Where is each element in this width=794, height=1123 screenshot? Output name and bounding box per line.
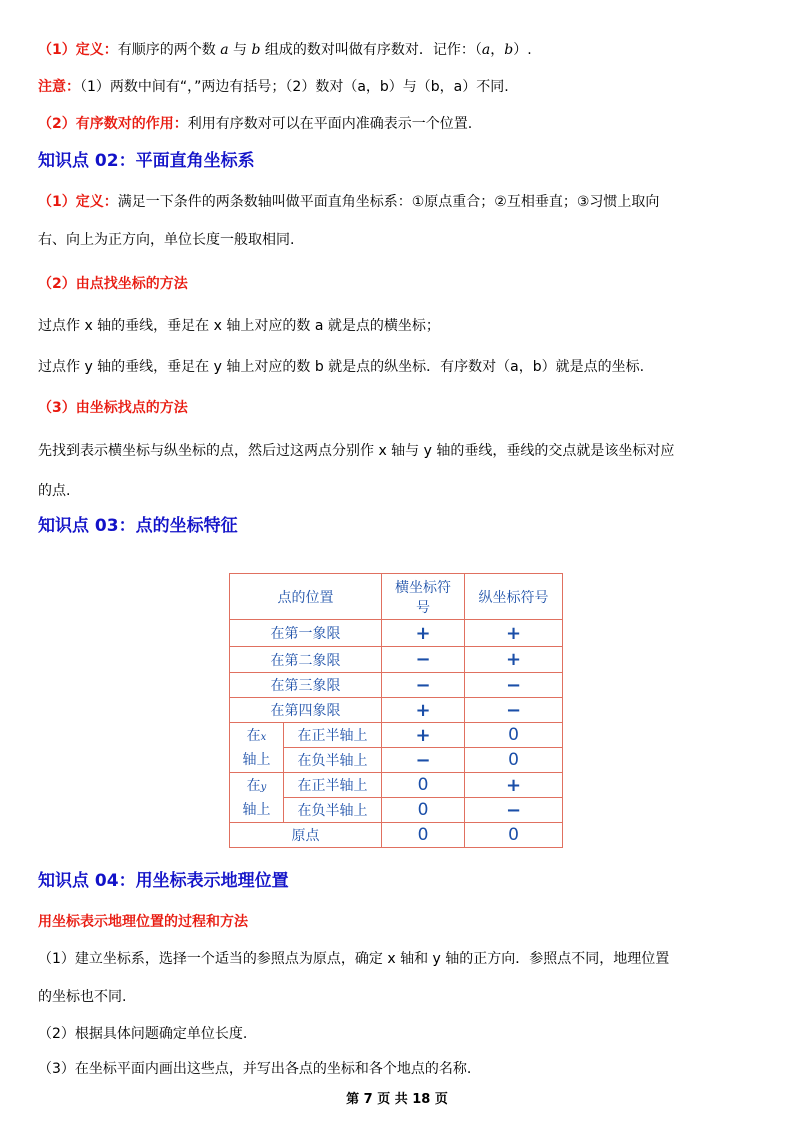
row-y-negative-position: 在负半轴上: [284, 798, 382, 823]
row-y-negative-y: −: [465, 798, 563, 823]
coordinate-system-definition-cont: 右、向上为正方向，单位长度一般取相同.: [38, 232, 295, 248]
subheading-point-to-coordinate: （2）由点找坐标的方法: [38, 276, 188, 292]
step-1-cont: 的坐标也不同.: [38, 989, 127, 1005]
heading-knowledge-04: 知识点 04：用坐标表示地理位置: [38, 871, 289, 891]
header-position: 点的位置: [230, 574, 382, 620]
coordinate-system-definition: （1）定义：满足一下条件的两条数轴叫做平面直角坐标系：①原点重合；②互相垂直；③习惯上取向: [38, 194, 660, 210]
heading-knowledge-02: 知识点 02：平面直角坐标系: [38, 151, 255, 171]
row-origin-x: 0: [382, 823, 465, 848]
row-q4-position: 在第四象限: [230, 698, 382, 723]
row-origin-y: 0: [465, 823, 563, 848]
row-origin-position: 原点: [230, 823, 382, 848]
ordered-pair-purpose: （2）有序数对的作用：利用有序数对可以在平面内准确表示一个位置.: [38, 116, 473, 132]
row-q3-position: 在第三象限: [230, 673, 382, 698]
row-q2-y: +: [465, 647, 563, 673]
coordinate-to-point-text-cont: 的点.: [38, 483, 71, 499]
row-x-negative-x: −: [382, 748, 465, 773]
row-q1-y: +: [465, 620, 563, 647]
subheading-geo-position: 用坐标表示地理位置的过程和方法: [38, 914, 248, 930]
row-q1-position: 在第一象限: [230, 620, 382, 647]
step-1: （1）建立坐标系，选择一个适当的参照点为原点，确定 x 轴和 y 轴的正方向．参照点不同，地理位置: [38, 951, 670, 967]
page-footer: 第 7 页 共 18 页: [346, 1092, 448, 1107]
row-x-positive-x: +: [382, 723, 465, 748]
x-coordinate-method: 过点作 x 轴的垂线，垂足在 x 轴上对应的数 a 就是点的横坐标；: [38, 318, 440, 334]
row-y-positive-x: 0: [382, 773, 465, 798]
subheading-coordinate-to-point: （3）由坐标找点的方法: [38, 400, 188, 416]
heading-knowledge-03: 知识点 03：点的坐标特征: [38, 516, 238, 536]
row-q3-x: −: [382, 673, 465, 698]
row-q4-y: −: [465, 698, 563, 723]
row-x-positive-position: 在正半轴上: [284, 723, 382, 748]
row-x-positive-y: 0: [465, 723, 563, 748]
coordinate-sign-table: [229, 573, 563, 848]
row-y-positive-y: +: [465, 773, 563, 798]
definition-ordered-pair: （1）定义：有顺序的两个数 a 与 b 组成的数对叫做有序数对．记作：（a，b）.: [38, 42, 532, 58]
row-q1-x: +: [382, 620, 465, 647]
y-coordinate-method: 过点作 y 轴的垂线，垂足在 y 轴上对应的数 b 就是点的纵坐标．有序数对（a，b）就是点的坐标.: [38, 359, 645, 375]
coordinate-to-point-text: 先找到表示横坐标与纵坐标的点，然后过这两点分别作 x 轴与 y 轴的垂线，垂线的交点就是该坐标对应: [38, 443, 675, 459]
row-x-negative-y: 0: [465, 748, 563, 773]
row-q2-position: 在第二象限: [230, 647, 382, 673]
note-line: 注意：（1）两数中间有“，”两边有括号；（2）数对（a，b）与（b，a）不同.: [38, 79, 509, 95]
row-q4-x: +: [382, 698, 465, 723]
step-3: （3）在坐标平面内画出这些点，并写出各点的坐标和各个地点的名称.: [38, 1061, 472, 1077]
row-x-negative-position: 在负半轴上: [284, 748, 382, 773]
row-y-negative-x: 0: [382, 798, 465, 823]
header-y-sign: 纵坐标符号: [465, 574, 563, 620]
header-x-sign: 横坐标符号: [382, 574, 465, 620]
x-axis-group-label: 在x 轴上: [230, 723, 284, 773]
row-y-positive-position: 在正半轴上: [284, 773, 382, 798]
y-axis-group-label: 在y 轴上: [230, 773, 284, 823]
row-q2-x: −: [382, 647, 465, 673]
row-q3-y: −: [465, 673, 563, 698]
step-2: （2）根据具体问题确定单位长度.: [38, 1026, 248, 1042]
